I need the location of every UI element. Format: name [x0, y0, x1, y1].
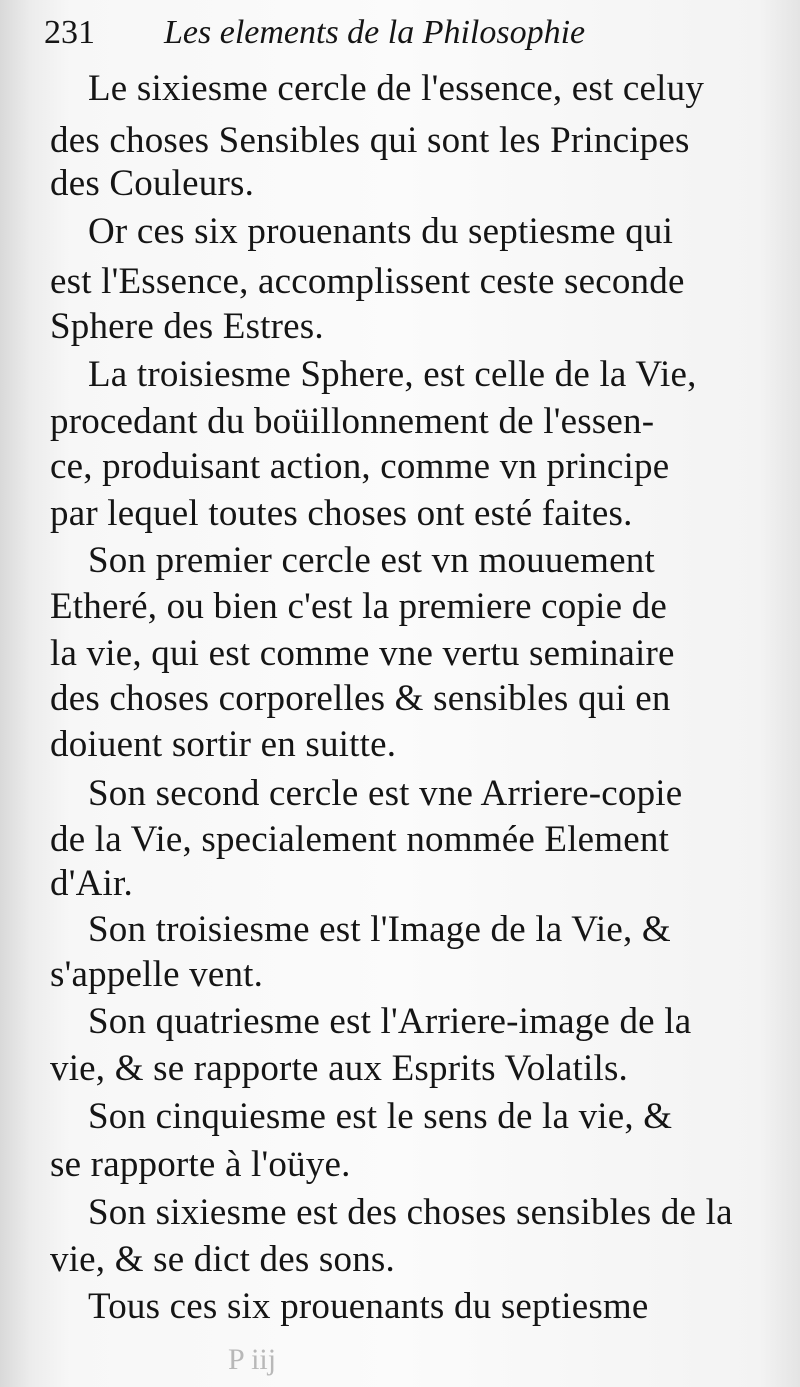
text-line-19: Son troisiesme est l'Image de la Vie, &	[88, 909, 671, 950]
text-line-17: de la Vie, specialement nommée Element	[50, 819, 670, 860]
page-number: 231	[44, 14, 95, 51]
text-line-1: Le sixiesme cercle de l'essence, est celuy	[88, 68, 705, 109]
text-line-15: doiuent sortir en suitte.	[50, 724, 397, 765]
text-line-25: Son sixiesme est des choses sensibles de la	[88, 1192, 733, 1233]
text-line-4: Or ces six prouenants du septiesme qui	[88, 211, 674, 252]
text-line-21: Son quatriesme est l'Arriere-image de la	[88, 1001, 692, 1042]
text-line-27: Tous ces six prouenants du septiesme	[88, 1286, 649, 1327]
text-line-12: Etheré, ou bien c'est la premiere copie de	[50, 586, 668, 627]
text-line-16: Son second cercle est vne Arriere-copie	[88, 773, 683, 814]
text-line-24: se rapporte à l'oüye.	[50, 1144, 351, 1185]
text-line-2: des choses Sensibles qui sont les Principes	[50, 120, 690, 161]
text-line-26: vie, & se dict des sons.	[50, 1239, 395, 1280]
signature-mark: P iij	[228, 1343, 277, 1376]
text-line-5: est l'Essence, accomplissent ceste seconde	[50, 261, 685, 302]
text-line-7: La troisiesme Sphere, est celle de la Vie,	[88, 354, 697, 395]
text-line-10: par lequel toutes choses ont esté faites.	[50, 493, 633, 534]
running-title: Les elements de la Philosophie	[164, 14, 586, 51]
text-line-18: d'Air.	[50, 863, 133, 904]
text-line-22: vie, & se rapporte aux Esprits Volatils.	[50, 1048, 628, 1089]
text-line-3: des Couleurs.	[50, 163, 255, 204]
text-line-20: s'appelle vent.	[50, 954, 264, 995]
running-head	[44, 8, 774, 58]
text-line-9: ce, produisant action, comme vn principe	[50, 446, 670, 487]
text-line-13: la vie, qui est comme vne vertu seminaire	[50, 633, 675, 674]
text-line-8: procedant du boüillonnement de l'essen-	[50, 401, 655, 442]
text-line-23: Son cinquiesme est le sens de la vie, &	[88, 1096, 673, 1137]
text-line-6: Sphere des Estres.	[50, 306, 324, 347]
text-line-11: Son premier cercle est vn mouuement	[88, 540, 655, 581]
text-line-14: des choses corporelles & sensibles qui en	[50, 678, 671, 719]
